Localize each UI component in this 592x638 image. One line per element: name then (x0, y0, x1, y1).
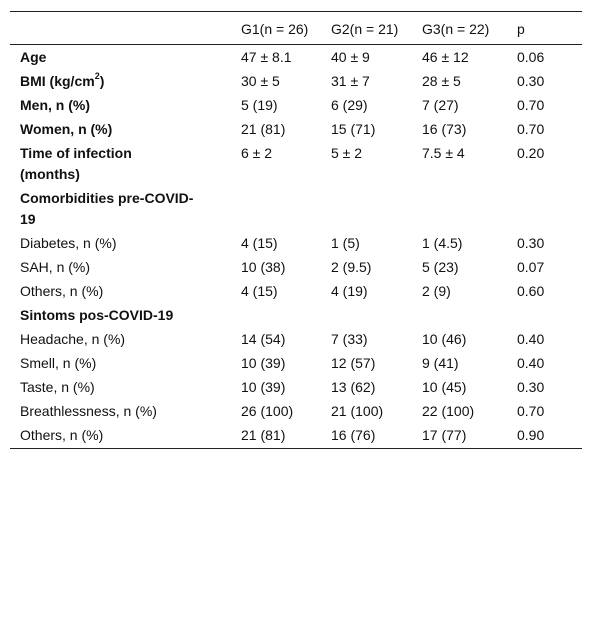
row-label: Women, n (%) (20, 121, 113, 137)
cell-g1: 6 ± 2 (241, 145, 273, 161)
cell-p (507, 187, 582, 232)
row-label: Others, n (%) (20, 427, 104, 443)
header-g1: G1(n = 26) (241, 21, 309, 37)
cell-g1: 26 (100) (241, 403, 294, 419)
cell-g1: 47 ± 8.1 (241, 49, 292, 65)
table-row (10, 142, 582, 187)
row-label: Others, n (%) (20, 283, 104, 299)
table-row (10, 304, 582, 328)
cell-g2: 1 (5) (331, 235, 360, 251)
superscript: 2 (94, 71, 100, 82)
cell-p: 0.70 (517, 121, 545, 137)
cell-g1: 4 (15) (241, 235, 278, 251)
cell-g1 (231, 304, 321, 328)
cell-g3: 16 (73) (422, 121, 467, 137)
cell-p: 0.06 (517, 49, 545, 65)
cell-g1: 4 (15) (241, 283, 278, 299)
cell-g2: 16 (76) (331, 427, 376, 443)
table-header (10, 12, 582, 45)
cell-p: 0.70 (517, 97, 545, 113)
header-blank (10, 12, 231, 45)
cell-p: 0.30 (517, 73, 545, 89)
table-body (10, 45, 582, 449)
header-p: p (517, 21, 525, 37)
header-row (10, 12, 582, 45)
table-row (10, 400, 582, 424)
table-row (10, 94, 582, 118)
cell-g3: 2 (9) (422, 283, 451, 299)
cell-g3: 17 (77) (422, 427, 467, 443)
cell-g2 (321, 187, 412, 232)
cell-p: 0.70 (517, 403, 545, 419)
header-g2: G2(n = 21) (331, 21, 399, 37)
row-label: Men, n (%) (20, 97, 90, 113)
cell-p: 0.30 (517, 235, 545, 251)
row-label: Sintoms pos-COVID-19 (20, 307, 174, 323)
table-row (10, 256, 582, 280)
table-row (10, 70, 582, 94)
cell-g1: 30 ± 5 (241, 73, 280, 89)
table-row (10, 424, 582, 449)
cell-g1: 10 (38) (241, 259, 286, 275)
cell-g3: 10 (46) (422, 331, 467, 347)
table-row (10, 376, 582, 400)
cell-g2: 40 ± 9 (331, 49, 370, 65)
cell-g3: 7 (27) (422, 97, 459, 113)
cell-g2: 4 (19) (331, 283, 368, 299)
cell-p: 0.40 (517, 355, 545, 371)
row-label: Headache, n (%) (20, 331, 126, 347)
row-label: Taste, n (%) (20, 379, 95, 395)
table-row (10, 118, 582, 142)
table-row (10, 328, 582, 352)
cell-g3: 10 (45) (422, 379, 467, 395)
data-table (10, 11, 582, 449)
cell-g3: 22 (100) (422, 403, 475, 419)
cell-g1: 14 (54) (241, 331, 286, 347)
table-row (10, 45, 582, 71)
cell-g3 (412, 187, 507, 232)
cell-g1: 21 (81) (241, 121, 286, 137)
row-label: BMI $(kg/cm^2)$ (20, 71, 105, 89)
table-row (10, 280, 582, 304)
cell-g3: 5 (23) (422, 259, 459, 275)
cell-g2: 5 ± 2 (331, 145, 363, 161)
cell-g2: 21 (100) (331, 403, 384, 419)
cell-g3: 46 ± 12 (422, 49, 469, 65)
cell-p: 0.90 (517, 427, 545, 443)
cell-g2: 6 (29) (331, 97, 368, 113)
cell-p: 0.40 (517, 331, 545, 347)
cell-g2: 2 (9.5) (331, 259, 372, 275)
row-label: Diabetes, n (%) (20, 235, 117, 251)
cell-p: 0.07 (517, 259, 545, 275)
cell-g3: 1 (4.5) (422, 235, 463, 251)
cell-g1: 5 (19) (241, 97, 278, 113)
row-label: Age (20, 49, 47, 65)
row-label: SAH, n (%) (20, 259, 91, 275)
cell-g3: 9 (41) (422, 355, 459, 371)
cell-g1: 10 (39) (241, 379, 286, 395)
cell-g2: 31 ± 7 (331, 73, 370, 89)
cell-g3 (412, 304, 507, 328)
cell-g2: 15 (71) (331, 121, 376, 137)
cell-g3: 28 ± 5 (422, 73, 461, 89)
cell-g1 (231, 187, 321, 232)
cell-g1: 21 (81) (241, 427, 286, 443)
cell-g2: 13 (62) (331, 379, 376, 395)
row-label: Time of infection (months) (20, 145, 132, 182)
cell-g2 (321, 304, 412, 328)
cell-g2: 12 (57) (331, 355, 376, 371)
cell-g1: 10 (39) (241, 355, 286, 371)
cell-g3: 7.5 ± 4 (422, 145, 465, 161)
cell-p: 0.20 (517, 145, 545, 161)
cell-g2: 7 (33) (331, 331, 368, 347)
table-row (10, 232, 582, 256)
table-row (10, 352, 582, 376)
row-label: Breathlessness, n (%) (20, 403, 157, 419)
cell-p: 0.60 (517, 283, 545, 299)
cell-p: 0.30 (517, 379, 545, 395)
table-row (10, 187, 582, 232)
header-g3: G3(n = 22) (422, 21, 490, 37)
row-label: Comorbidities pre-COVID-19 (20, 190, 194, 227)
cell-p (507, 304, 582, 328)
row-label: Smell, n (%) (20, 355, 97, 371)
